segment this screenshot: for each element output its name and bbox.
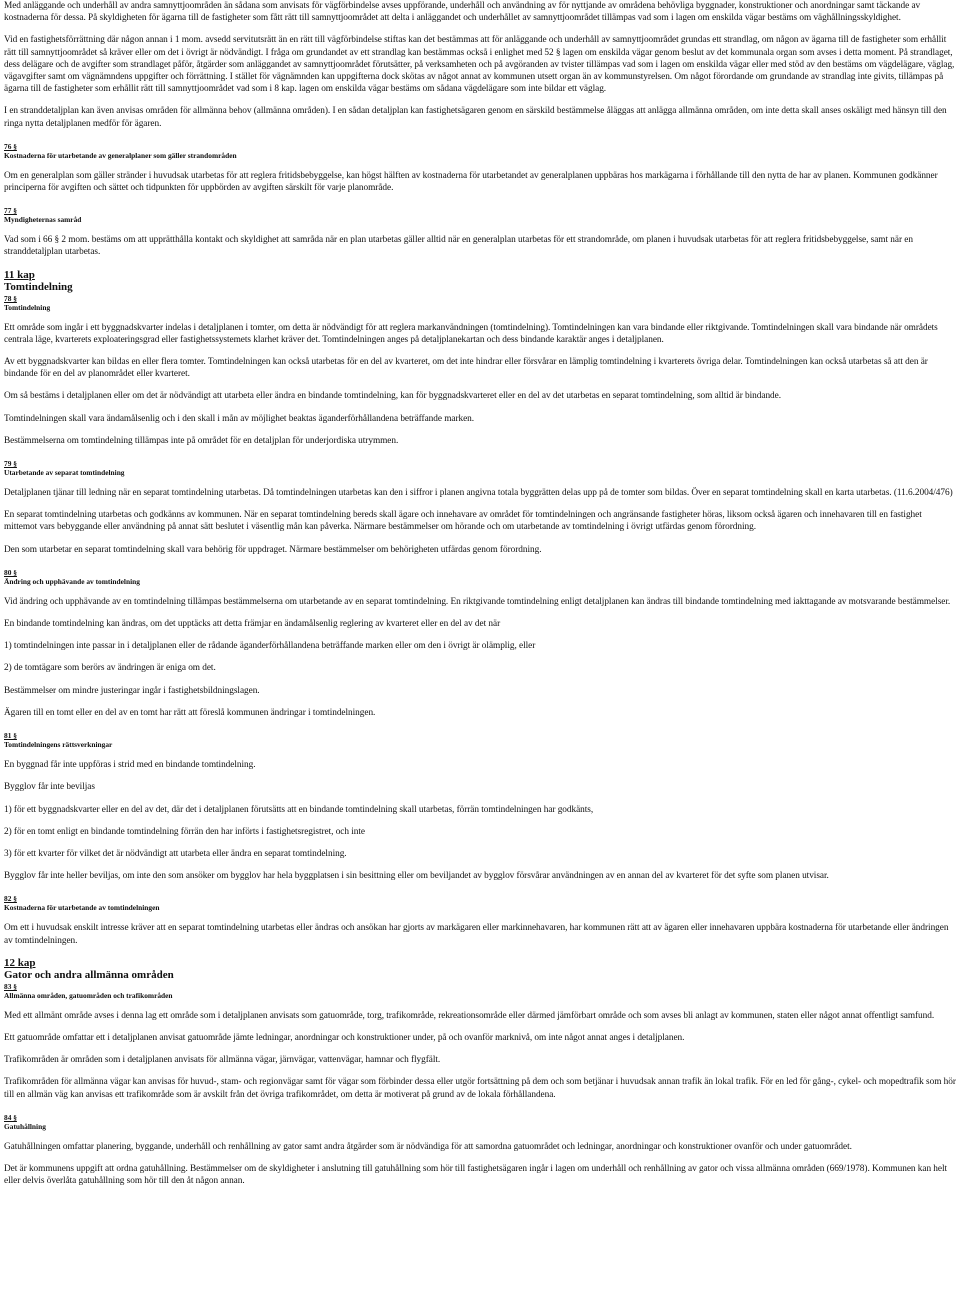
paragraph: Om så bestäms i detaljplanen eller om det är nödvändigt att utarbeta eller ändra en bindande tomtindelning, kan för byggnadskvarteret eller en del av det utarbetas en separat tomtindelning, som alltid är bindande. (4, 391, 782, 402)
paragraph: En bindande tomtindelning kan ändras, om det upptäcks att detta främjar en ändamålsenlig reglering av kvarteret eller en del av det när (4, 619, 501, 630)
section-number-link[interactable]: 77 § (4, 206, 17, 216)
paragraph: Vid en fastighetsförrättning där någon annan i 1 mom. avsedd servitutsrätt än en rätt till vägförbindelse stiftas kan det bestämmas att för anläggande och underhåll av samnyttjoområdet grundas ett strandlag, om någon av ägarna till de fastigheter som erhållit rätt till samnyttjoområdet så kräver eller om det i övrigt är nödvändigt. I fråga om grundandet av ett strandlag kan bestämmas också i enlighet med 52 § lagen om enskilda vägar genom beslut av det kommunala organ som avses i detta moment. På strandlaget, dess delägare och de avgifter som strandlaget påför, åtgärder som anläggandet av samnyttjoområdet förutsätter, på verksamheten och på avgöranden av tvister tillämpas vad som i lagen om enskilda vägar eller med stöd av den bestäms om vägdelägare, väglag, vägavgifter samt om vägnämndens uppgifter och förrättning. I stället för vägnämnden kan uppgifterna dock skötas av något annat av kommunen utsett organ än av kommunstyrelsen. Om något förordande om grundande av strandlag inte givits, tillämpas på ägarna till de fastigheter som erhållit rätt till samnyttjoområdet vad som i 8 kap. lagen om enskilda vägar bestäms om sådana vägdelägare som inte bildar ett väglag. (4, 35, 955, 95)
paragraph: Vid ändring och upphävande av en tomtindelning tillämpas bestämmelserna om utarbetande av en separat tomtindelning. En riktgivande tomtindelning enligt detaljplanen kan ändras till bindande tomtindelning med iakttagande av motsvarande bestämmelser. (4, 596, 951, 607)
paragraph: Om ett i huvudsak enskilt intresse kräver att en separat tomtindelning utarbetas eller ändras och ansökan har gjorts av markägaren eller markinnehavaren, har kommunen rätt att av ägaren eller innehavaren uppbära kostnaderna för utarbetande eller ändringen av tomtindelningen. (4, 923, 949, 946)
paragraph: Om en generalplan som gäller stränder i huvudsak utarbetas för att reglera fritidsbebyggelse, kan högst hälften av kostnaderna för utarbetandet av generalplanen uppbäras hos markägarna i förhållande till den nytta de har av planen. Kommunen godkänner principerna för avgiften och sättet och tidpunkten för uppbörden av avgiften särskilt för varje planområde. (4, 170, 938, 194)
section-title: Kostnaderna för utarbetande av tomtindelningen (4, 903, 160, 913)
paragraph: Med ett allmänt område avses i denna lag ett område som i detaljplanen anvisats som gatuområde, torg, trafikområde, rekreationsområde eller därmed jämförbart område och som avses bli anlagt av kommunen, staten eller något annat offentligt samfund. (4, 1010, 935, 1021)
paragraph: Trafikområden för allmänna vägar kan anvisas för huvud-, stam- och regionvägar samt för vägar som förbinder dessa eller utgör fortsättning på dem och som betjänar i huvudsak annan trafik än lokal trafik. För en led för gång-, cykel- och mopedtrafik som hör till en allmän väg kan anvisas ett trafikområde som är avskilt från det övriga trafikområdet, om detta är motiverat på grund av de lokala förhållandena. (4, 1077, 956, 1100)
paragraph: Med anläggande och underhåll av andra samnyttjoområden än sådana som anvisats för vägförbindelse avses uppförande, underhåll och användning av för nyttjande av områdena behövliga byggnader, konstruktioner och anordningar samt täckande av kostnaderna för dessa. På skyldigheten för ägarna till de fastigheter som fått rätt till samnyttjoområdet att delta i anläggandet och underhållet av samnyttjoområdet tillämpas vad som i lagen om enskilda vägar bestäms om väghållningsskyldighet. (4, 1, 921, 24)
section-number-link[interactable]: 82 § (4, 894, 17, 904)
section-number-link[interactable]: 79 § (4, 459, 17, 469)
paragraph: 2) de tomtägare som berörs av ändringen är eniga om det. (4, 663, 216, 674)
section-number-link[interactable]: 81 § (4, 731, 17, 741)
chapter-title: Tomtindelning (4, 280, 73, 293)
paragraph: Av ett byggnadskvarter kan bildas en eller flera tomter. Tomtindelningen kan också utarbetas för en del av kvarteret, om det inte hindrar eller försvårar en lämplig tomtindelning i kvarterets övriga delar. Tomtindelningen kan också utarbetas så att den är bindande för en del av planområdet eller kvarteret. (4, 357, 928, 380)
section-title: Myndigheternas samråd (4, 215, 82, 225)
paragraph: En separat tomtindelning utarbetas och godkänns av kommunen. När en separat tomtindelning bereds skall ägare och innehavare av området för tomtindelningen och angränsande fastigheter höras, liksom också ägaren och innehavaren till en fastighet mittemot vars bebyggande eller användning på annat sätt beslutet i väsentlig mån kan påverka. Närmare bestämmelser om hörande och om utarbetande av tomtindelning i övrigt utfärdas genom förordning. (4, 510, 922, 533)
paragraph: Vad som i 66 § 2 mom. bestäms om att upprätthålla kontakt och skyldighet att samråda när en plan utarbetas gäller alltid när en generalplan utarbetas för ett strandområde, om planen i huvudsak utarbetas för att reglera fritidsbebyggelse, samt när en stranddetaljplan utarbetas. (4, 235, 913, 258)
paragraph: Bestämmelserna om tomtindelning tillämpas inte på området för en detaljplan för underjordiska utrymmen. (4, 435, 399, 446)
section-number-link[interactable]: 84 § (4, 1112, 17, 1122)
chapter-number: 11 kap (4, 268, 35, 281)
paragraph: Bygglov får inte heller beviljas, om inte den som ansöker om bygglov har hela byggplatsen i sin besittning eller om beviljandet av bygglov försvårar användningen av en annan del av kvarteret för det syfte som planen utvisar. (4, 871, 829, 882)
paragraph: 1) tomtindelningen inte passar in i detaljplanen eller de rådande äganderförhållandena beträffande marken eller om den i övrigt är olämplig, eller (4, 641, 536, 652)
paragraph: Tomtindelningen skall vara ändamålsenlig och i den skall i mån av möjlighet beaktas äganderförhållandena beträffande marken. (4, 413, 475, 424)
paragraph: En byggnad får inte uppföras i strid med en bindande tomtindelning. (4, 760, 256, 771)
paragraph: Trafikområden är områden som i detaljplanen anvisats för allmänna vägar, järnvägar, vattenvägar, hamnar och flygfält. (4, 1055, 441, 1066)
document-body (4, 0, 956, 1187)
paragraph: 3) för ett kvarter för vilket det är nödvändigt att utarbeta eller ändra en separat tomtindelning. (4, 848, 347, 859)
paragraph: Ägaren till en tomt eller en del av en tomt har rätt att föreslå kommunen ändringar i tomtindelningen. (4, 707, 376, 718)
section-number-link[interactable]: 78 § (4, 293, 17, 303)
paragraph: Gatuhållningen omfattar planering, byggande, underhåll och renhållning av gator samt andra åtgärder som är nödvändiga för att samordna gatuområdet och ledningar, anordningar och konstruktioner ovanför och under gatuområdet. (4, 1141, 852, 1152)
paragraph: 1) för ett byggnadskvarter eller en del av det, där det i detaljplanen förutsätts att en bindande tomtindelning skall utarbetas, förrän tomtindelningen har godkänts, (4, 804, 594, 815)
paragraph: Bygglov får inte beviljas (4, 782, 95, 793)
section-title: Utarbetande av separat tomtindelning (4, 468, 125, 478)
paragraph: 2) för en tomt enligt en bindande tomtindelning förrän den har införts i fastighetsregistret, och inte (4, 826, 365, 837)
section-number-link[interactable]: 83 § (4, 981, 17, 991)
section-title: Allmänna områden, gatuområden och trafikområden (4, 990, 173, 1000)
paragraph: Det är kommunens uppgift att ordna gatuhållning. Bestämmelser om de skyldigheter i anslutning till gatuhållning som hör till fastighetsägaren ingår i lagen om underhåll och renhållning av gator och vissa allmänna områden (669/1978). Kommunen kan helt eller delvis överlåta gatuhållning som hör till den åt någon annan. (4, 1163, 948, 1187)
section-title: Kostnaderna för utarbetande av generalplaner som gäller strandområden (4, 150, 237, 160)
section-title: Tomtindelning (4, 302, 51, 312)
section-number-link[interactable]: 80 § (4, 567, 17, 577)
chapter-number: 12 kap (4, 956, 36, 969)
paragraph: Den som utarbetar en separat tomtindelning skall vara behörig för uppdraget. Närmare bestämmelser om behörigheten utfärdas genom förordning. (4, 544, 542, 555)
section-title: Gatuhållning (4, 1121, 46, 1131)
section-title: Ändring och upphävande av tomtindelning (4, 576, 140, 586)
section-title: Tomtindelningens rättsverkningar (4, 740, 113, 750)
paragraph: Detaljplanen tjänar till ledning när en separat tomtindelning utarbetas. Då tomtindelningen utarbetas kan den i siffror i planen angivna totala byggrätten delas upp på de tomter som bildas. Över en separat tomtindelning skall en karta utarbetas. (11.6.2004/476) (4, 488, 953, 499)
paragraph: Bestämmelser om mindre justeringar ingår i fastighetsbildningslagen. (4, 685, 260, 696)
chapter-title: Gator och andra allmänna områden (4, 968, 174, 981)
paragraph: I en stranddetaljplan kan även anvisas områden för allmänna behov (allmänna områden). I en sådan detaljplan kan fastighetsägaren genom en särskild bestämmelse åläggas att anlägga allmänna områden, om inte detta skall anses oskäligt med hänsyn till den ringa nytta detaljplanen medför för ägaren. (4, 106, 947, 129)
paragraph: Ett gatuområde omfattar ett i detaljplanen anvisat gatuområde jämte ledningar, anordningar och konstruktioner under, på och ovanför marknivå, om inte något annat anges i detaljplanen. (4, 1032, 685, 1043)
section-number-link[interactable]: 76 § (4, 141, 17, 151)
paragraph: Ett område som ingår i ett byggnadskvarter indelas i detaljplanen i tomter, om detta är nödvändigt för att reglera markanvändningen (tomtindelning). Tomtindelningen kan vara bindande eller riktgivande. Tomtindelningen skall vara bindande när områdets centrala läge, kvarterets exploateringsgrad eller fastighetssystemets klarhet kräver det. Tomtindelningen anges på detaljplanekartan och dess bindande karaktär anges i detaljplanen. (4, 322, 938, 345)
